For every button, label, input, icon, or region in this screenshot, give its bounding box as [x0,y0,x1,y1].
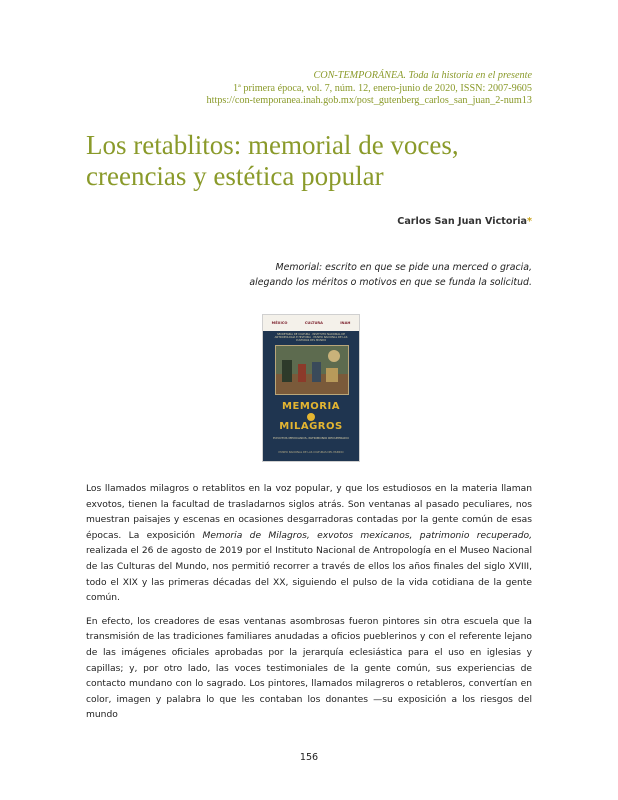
poster-painting [275,345,349,395]
poster-logo-mexico: MÉXICO [271,321,288,325]
journal-header [207,70,532,108]
title-line-1: Los retablitos: memorial de voces, [86,130,459,160]
article-body [86,482,532,732]
paragraph-1-end: realizada el 26 de agosto de 2019 por el Instituto Nacional de Antropología en el Museo Nacional de las Culturas del Mundo, nos permitió recorrer a través de ellos los años finales del siglo XVIII, todo el XIX y las primeras décadas del XX, siguiendo el pulso de la vida cotidiana de la gente común. [86,546,532,604]
author-byline [397,216,532,227]
poster-logo-cultura: CULTURA [304,321,323,325]
epigraph-line-2: alegando los méritos o motivos en que se funda la solicitud. [249,277,532,288]
poster-logos [263,315,359,331]
journal-name: CON-TEMPORÁNEA. Toda la historia en el presente [313,70,532,81]
poster-title-milagros: MILAGROS [279,421,343,432]
paragraph-2: En efecto, los creadores de esas ventanas asombrosas fueron pintores sin otra escuela que la transmisión de las tradiciones familiares anudadas a oficios pueblerinos y con el referente lejano de las imágenes oficiales aprobadas por la jerarquía eclesiástica para el uso en iglesias y capillas; y, por otro lado, las voces testimoniales de la gente común, sus experiencias de contacto mundano con lo sagrado. Los pintores, llamados milagreros o retableros, convertían en color, imagen y palabra lo que les contaban los donantes —su exposición a los riesgos del mundo [86,616,532,721]
exhibition-poster-image [262,314,360,462]
issue-info: 1ª primera época, vol. 7, núm. 12, enero-junio de 2020, ISSN: 2007-9605 [232,82,532,94]
poster-title-memoria: MEMORIA [282,401,340,412]
author-footnote-mark[interactable]: * [526,216,532,227]
title-line-2: creencias y estética popular [86,161,384,191]
poster-footer: MUSEO NACIONAL DE LAS CULTURAS DEL MUNDO [278,451,344,454]
article-title [86,130,546,192]
paragraph-1 [86,482,532,607]
author-name: Carlos San Juan Victoria [397,216,527,227]
ex-voto-painting-icon [276,346,348,394]
poster-small-text: SECRETARÍA DE CULTURA · INSTITUTO NACIONAL DE ANTROPOLOGÍA E HISTORIA · MUSEO NACIONAL DE LAS CULTURAS DEL MUNDO [274,333,348,343]
poster-logo-inah: INAH [340,321,351,325]
exhibition-title-italic: Memoria de Milagros, exvotos mexicanos, patrimonio recuperado, [202,530,532,541]
epigraph [249,260,532,290]
epigraph-line-1: Memorial: escrito en que se pide una merced o gracia, [275,262,532,273]
article-url-link[interactable]: https://con-temporanea.inah.gob.mx/post_gutenberg_carlos_san_juan_2-num13 [206,95,532,107]
page-number: 156 [299,752,319,763]
poster-dot-icon [307,413,315,421]
poster-subtitle: EXVOTOS MEXICANOS, PATRIMONIO RECUPERADO [273,436,349,440]
paragraph-1-start: Los llamados milagros o retablitos en la voz popular, y que los estudiosos en la materia llaman exvotos, tienen la facultad de trasladarnos siglos atrás. Son ventanas al pasado peculiares, nos muestran paisajes y escenas en ocasiones desgarradoras contadas por la gente común de esas épocas. La exposición [86,484,532,541]
